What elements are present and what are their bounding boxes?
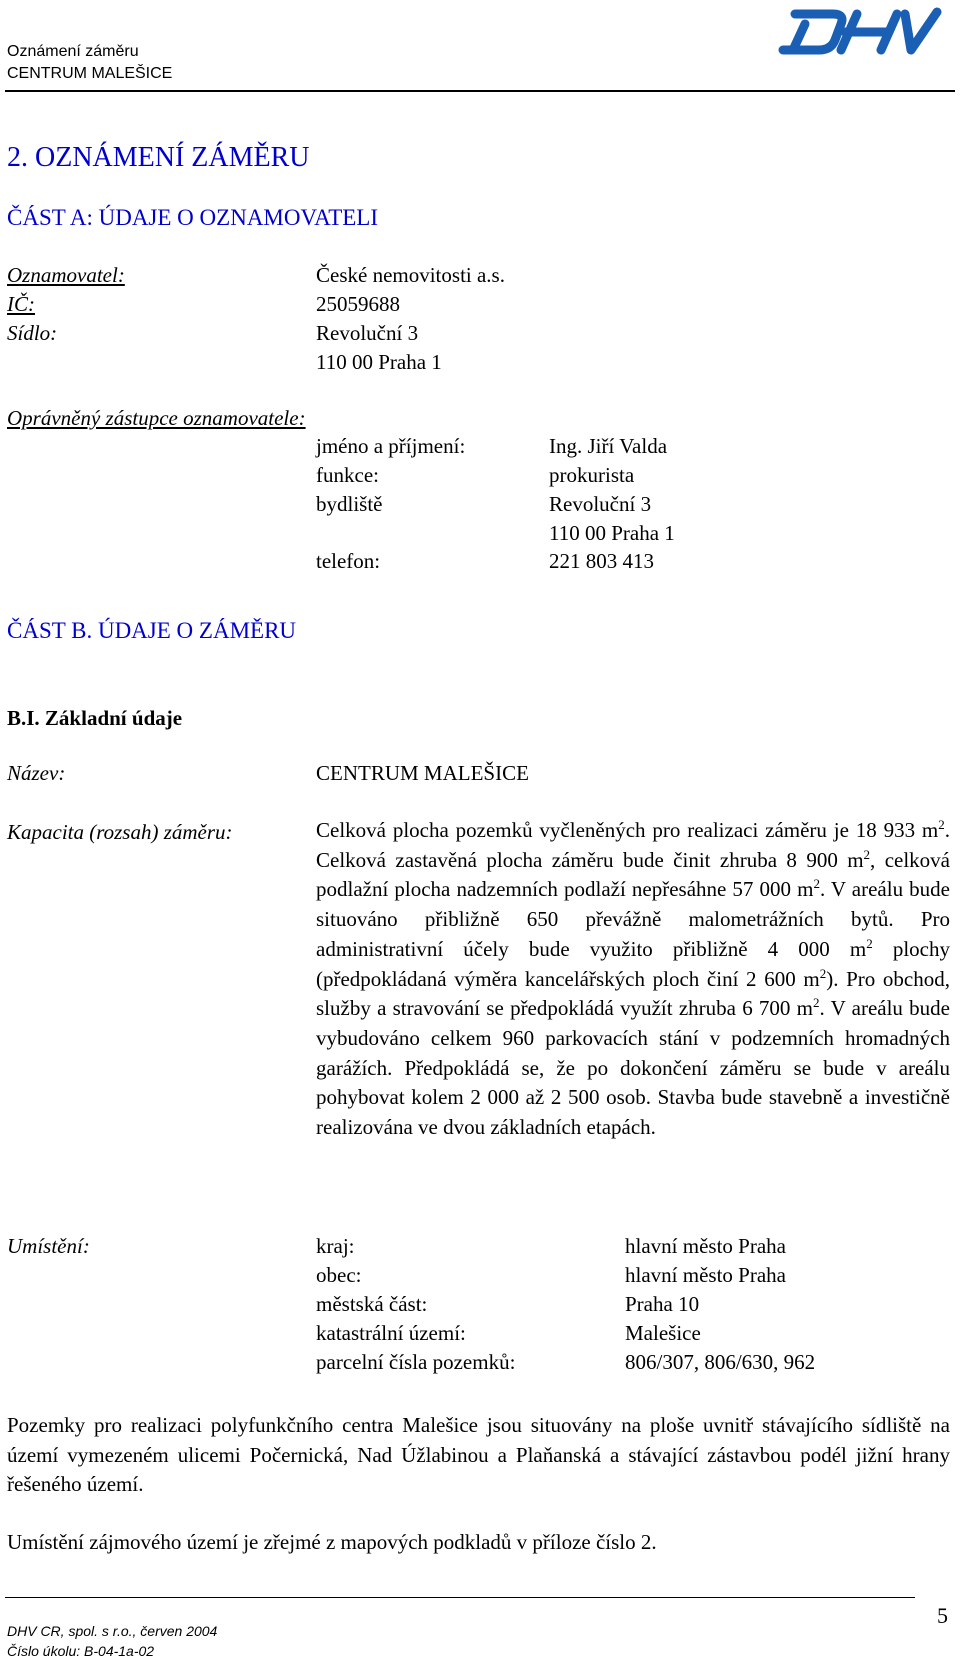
zastupce-role-label: funkce: bbox=[316, 463, 379, 487]
sidlo-street: Revoluční 3 bbox=[316, 321, 419, 345]
zastupce-name-label: jméno a příjmení: bbox=[316, 434, 466, 458]
footer-company-date: DHV CR, spol. s r.o., červen 2004 bbox=[7, 1623, 218, 1639]
running-header bbox=[7, 41, 172, 85]
page-number: 5 bbox=[937, 1603, 948, 1628]
zastupce-address-city: 110 00 Praha 1 bbox=[549, 521, 675, 545]
umisteni-obec-value: hlavní město Praha bbox=[625, 1263, 786, 1287]
zastupce-phone-value: 221 803 413 bbox=[549, 549, 654, 573]
part-b-heading: ČÁST B. ÚDAJE O ZÁMĚRU bbox=[7, 618, 297, 643]
oznamovatel-value: České nemovitosti a.s. bbox=[316, 263, 505, 287]
map-reference-paragraph: Umístění zájmového území je zřejmé z mapových podkladů v příloze číslo 2. bbox=[7, 1530, 657, 1554]
ic-value: 25059688 bbox=[316, 292, 400, 316]
running-footer bbox=[7, 1621, 217, 1661]
zastupce-name-value: Ing. Jiří Valda bbox=[549, 434, 668, 458]
zastupce-address-label: bydliště bbox=[316, 492, 383, 516]
nazev-value: CENTRUM MALEŠICE bbox=[316, 761, 529, 785]
umisteni-cast-label: městská část: bbox=[316, 1292, 428, 1316]
header-doc-type: Oznámení záměru bbox=[7, 43, 139, 60]
umisteni-ku-value: Malešice bbox=[625, 1321, 701, 1345]
zastupce-address-street: Revoluční 3 bbox=[549, 492, 652, 516]
zastupce-phone-label: telefon: bbox=[316, 549, 381, 573]
kapacita-label: Kapacita (rozsah) záměru: bbox=[7, 820, 233, 844]
sidlo-city: 110 00 Praha 1 bbox=[316, 350, 442, 374]
zastupce-role-value: prokurista bbox=[549, 463, 635, 487]
footer-rule bbox=[5, 1597, 915, 1598]
part-b-subheading: B.I. Základní údaje bbox=[7, 706, 183, 730]
header-rule bbox=[5, 90, 955, 92]
umisteni-label: Umístění: bbox=[7, 1234, 90, 1258]
footer-task-number: Číslo úkolu: B-04-1a-02 bbox=[7, 1643, 155, 1659]
umisteni-kraj-label: kraj: bbox=[316, 1234, 355, 1258]
part-a-heading: ČÁST A: ÚDAJE O OZNAMOVATELI bbox=[7, 205, 378, 230]
dhv-logo-icon bbox=[765, 4, 943, 60]
ic-label: IČ: bbox=[7, 292, 35, 316]
header-project-name: CENTRUM MALEŠICE bbox=[7, 65, 173, 82]
umisteni-cast-value: Praha 10 bbox=[625, 1292, 700, 1316]
sidlo-label: Sídlo: bbox=[7, 321, 58, 345]
kapacita-text: Celková plocha pozemků vyčleněných pro realizaci záměru je 18 933 $m^2$. Celková zastavěná plocha záměru bude činit zhruba 8 900 $m^2$, celková podlažní plocha nadzemních podlaží nepřesáhne 57 000 $m^2$. V areálu bude situováno přibližně 650 převážně malometrážních bytů. Pro administrativní účely bude využito přibližně 4 000 $m^2$ plochy (předpokládaná výměra kancelářských ploch činí 2 600 $m^2$). Pro obchod, služby a stravování se předpokládá využít zhruba 6 700 $m^2$. V areálu bude vybudováno celkem 960 parkovacích stání v podzemních hromadných garážích. Předpokládá se, že po dokončení záměru se bude v areálu pohybovat kolem 2 000 až 2 500 osob. Stavba bude stavebně a investičně realizována ve dvou základních etapách. bbox=[316, 817, 950, 1140]
nazev-label: Název: bbox=[7, 761, 66, 785]
umisteni-kraj-value: hlavní město Praha bbox=[625, 1234, 786, 1258]
oznamovatel-label: Oznamovatel: bbox=[7, 263, 125, 287]
umisteni-ku-label: katastrální území: bbox=[316, 1321, 466, 1345]
umisteni-parcely-value: 806/307, 806/630, 962 bbox=[625, 1350, 816, 1374]
section-title: 2. OZNÁMENÍ ZÁMĚRU bbox=[7, 142, 310, 173]
umisteni-parcely-label: parcelní čísla pozemků: bbox=[316, 1350, 516, 1374]
umisteni-obec-label: obec: bbox=[316, 1263, 362, 1287]
location-paragraph: Pozemky pro realizaci polyfunkčního centra Malešice jsou situovány na ploše uvnitř stávajícího sídliště na území vymezeném ulicemi Počernická, Nad Úžlabinou a Plaňanská a stávající zástavbou podél jižní hrany řešeného území. bbox=[7, 1413, 950, 1497]
zastupce-label: Oprávněný zástupce oznamovatele: bbox=[7, 406, 306, 430]
